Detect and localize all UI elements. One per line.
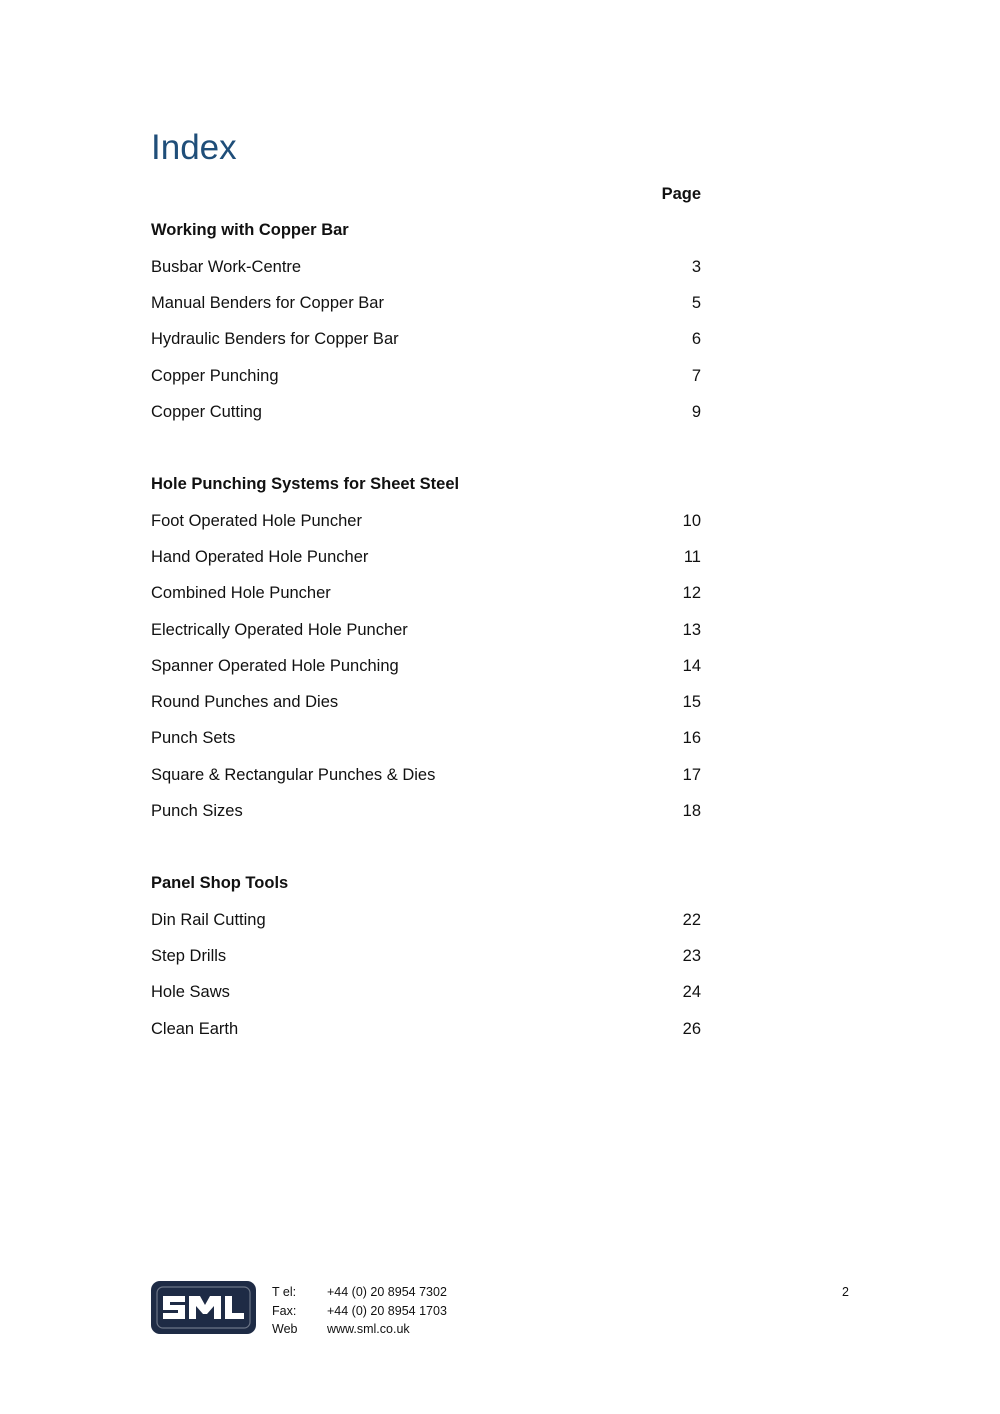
toc-entry <box>151 801 701 821</box>
toc-entry-label: Foot Operated Hole Puncher <box>151 512 362 530</box>
toc-entry-page: 9 <box>691 403 701 421</box>
toc-entry-label: Step Drills <box>151 947 227 965</box>
toc-entry-page: 3 <box>691 258 701 276</box>
contact-web <box>272 1320 492 1339</box>
toc-entry <box>151 366 701 386</box>
toc-entry <box>151 402 701 422</box>
toc-entry-label: Hand Operated Hole Puncher <box>151 548 369 566</box>
contact-label: Web <box>272 1322 298 1336</box>
contact-label: T el: <box>272 1285 297 1299</box>
toc-entry <box>151 946 701 966</box>
toc-entry <box>151 910 701 930</box>
toc-entry-page: 18 <box>682 802 701 820</box>
section-heading: Hole Punching Systems for Sheet Steel <box>151 475 460 493</box>
toc-entry-page: 24 <box>682 983 701 1001</box>
toc-entry <box>151 656 701 676</box>
toc-entry-label: Busbar Work-Centre <box>151 258 302 276</box>
contact-value: +44 (0) 20 8954 7302 <box>327 1285 447 1299</box>
toc-entry-page: 7 <box>691 367 701 385</box>
toc-entry-page: 16 <box>682 729 701 747</box>
toc-entry-label: Square & Rectangular Punches & Dies <box>151 766 436 784</box>
toc-entry-page: 11 <box>683 548 701 566</box>
toc-entry <box>151 329 701 349</box>
toc-entry-page: 15 <box>682 693 701 711</box>
toc-entry <box>151 692 701 712</box>
toc-entry <box>151 620 701 640</box>
toc-entry-page: 14 <box>682 657 701 675</box>
toc-entry-page: 13 <box>682 621 701 639</box>
toc-entry-page: 5 <box>691 294 701 312</box>
toc-entry-label: Hydraulic Benders for Copper Bar <box>151 330 399 348</box>
toc-entry-page: 6 <box>691 330 701 348</box>
toc-entry <box>151 728 701 748</box>
page-number: 2 <box>842 1285 849 1299</box>
toc-entry <box>151 583 701 603</box>
section-heading: Panel Shop Tools <box>151 874 289 892</box>
sml-logo <box>151 1281 256 1334</box>
toc-entry-label: Punch Sets <box>151 729 236 747</box>
section-heading: Working with Copper Bar <box>151 221 349 239</box>
contact-phone <box>272 1283 492 1302</box>
toc-entry <box>151 982 701 1002</box>
contact-value: +44 (0) 20 8954 1703 <box>327 1303 447 1318</box>
toc-entry-label: Combined Hole Puncher <box>151 584 331 602</box>
toc-entry <box>151 1019 701 1039</box>
toc-entry-label: Din Rail Cutting <box>151 911 266 929</box>
contact-fax <box>272 1302 492 1321</box>
toc-entry-label: Copper Punching <box>151 367 279 385</box>
page-column-header: Page <box>661 185 701 203</box>
toc-entry-label: Hole Saws <box>151 983 230 1001</box>
contact-details <box>272 1283 492 1339</box>
toc-entry-page: 22 <box>682 911 701 929</box>
toc-entry-page: 26 <box>682 1020 701 1038</box>
toc-entry <box>151 511 701 531</box>
toc-entry-label: Electrically Operated Hole Puncher <box>151 621 408 639</box>
toc-entry <box>151 257 701 277</box>
toc-entry-label: Manual Benders for Copper Bar <box>151 294 384 312</box>
toc-entry-page: 12 <box>682 584 701 602</box>
toc-entry-label: Spanner Operated Hole Punching <box>151 657 399 675</box>
toc-entry <box>151 765 701 785</box>
contact-label: Fax: <box>272 1303 297 1318</box>
contact-value[interactable]: www.sml.co.uk <box>327 1322 410 1336</box>
toc-entry-label: Clean Earth <box>151 1020 239 1038</box>
toc-entry-page: 17 <box>682 766 701 784</box>
toc-entry <box>151 293 701 313</box>
toc-entry-label: Punch Sizes <box>151 802 243 820</box>
toc-entry-page: 10 <box>682 512 701 530</box>
page-title: Index <box>151 128 237 167</box>
toc-entry-page: 23 <box>682 947 701 965</box>
toc-entry-label: Round Punches and Dies <box>151 693 339 711</box>
toc-entry <box>151 547 701 567</box>
toc-entry-label: Copper Cutting <box>151 403 262 421</box>
